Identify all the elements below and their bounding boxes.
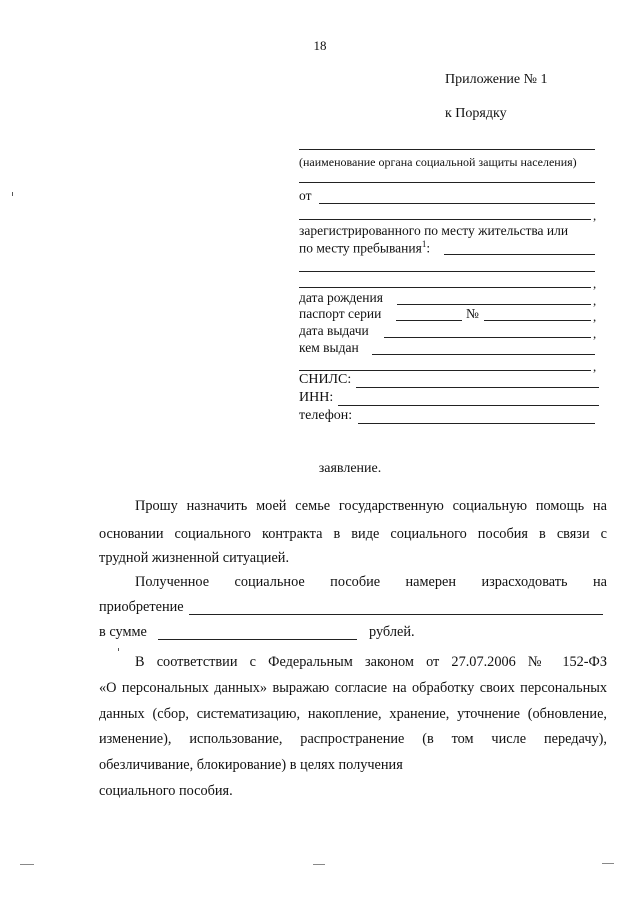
appendix-subtitle: к Порядку <box>445 106 507 121</box>
scan-mark <box>118 648 119 651</box>
paragraph-1-line-1 <box>99 498 607 515</box>
registered-field[interactable] <box>444 254 595 255</box>
issued-by-field[interactable] <box>372 354 595 355</box>
comma: , <box>593 208 597 223</box>
paragraph-1-line-3: трудной жизненной ситуацией. <box>99 550 290 566</box>
issue-date-label: дата выдачи <box>299 323 369 338</box>
passport-number-field[interactable] <box>484 320 591 321</box>
word: Полученное <box>135 574 210 590</box>
comma: , <box>593 309 597 324</box>
appendix-title: Приложение № 1 <box>445 72 548 87</box>
scan-mark <box>20 864 34 865</box>
scan-mark <box>313 864 325 865</box>
passport-number-sign: № <box>466 306 479 321</box>
registered-colon: : <box>426 240 431 256</box>
word: моей <box>256 498 287 514</box>
paragraph-3-last-line: социального пособия. <box>99 783 233 799</box>
word: социальное <box>234 574 305 590</box>
amount-field[interactable] <box>158 639 357 640</box>
amount-label: в сумме <box>99 624 147 640</box>
issue-date-field[interactable] <box>384 337 591 338</box>
word: пособие <box>330 574 381 590</box>
comma: , <box>593 359 597 374</box>
word: израсходовать <box>481 574 568 590</box>
word: на <box>592 574 607 590</box>
snils-label: СНИЛС: <box>299 372 352 387</box>
word: помощь <box>535 498 585 514</box>
word: социальную <box>452 498 528 514</box>
word: намерен <box>405 574 457 590</box>
passport-series-label: паспорт серии <box>299 306 382 321</box>
phone-field[interactable] <box>358 423 595 424</box>
comma: , <box>593 276 597 291</box>
birth-date-field[interactable] <box>397 304 591 305</box>
page-number: 18 <box>313 38 327 53</box>
comma: , <box>593 326 597 341</box>
word: назначить <box>186 498 248 514</box>
word: на <box>592 498 607 514</box>
registered-label-line1: зарегистрированного по месту жительства или <box>299 223 569 238</box>
from-field[interactable] <box>319 203 595 204</box>
org-name-line[interactable] <box>299 149 595 150</box>
word: семье <box>295 498 331 514</box>
scan-mark <box>12 192 13 196</box>
registered-label-line2 <box>299 239 430 257</box>
registered-field-3[interactable] <box>299 287 591 288</box>
scan-mark <box>602 863 614 864</box>
org-caption: (наименование органа социальной защиты населения) <box>299 155 577 169</box>
registered-text: по месту пребывания <box>299 240 422 256</box>
issued-by-label: кем выдан <box>299 340 359 355</box>
birth-date-label: дата рождения <box>299 290 383 305</box>
paragraph-3-line-1: В соответствии с Федеральным законом от 27.07.2006 № 152-ФЗ <box>135 654 607 670</box>
paragraph-3-body: «О персональных данных» выражаю согласие на обработку своих персональных данных (сбор, систематизацию, накопление, хранение, уточнение (обновление, изменение), использование, распространение (в том числе передачу), обезличивание, блокирование) в целях получения <box>99 680 607 773</box>
issued-by-field-2[interactable] <box>299 370 591 371</box>
footnote-mark: 1 <box>421 239 427 249</box>
inn-label: ИНН: <box>299 390 334 405</box>
word: государственную <box>338 498 444 514</box>
purchase-label: приобретение <box>99 599 184 615</box>
statement-title: заявление. <box>318 461 382 476</box>
phone-label: телефон: <box>299 408 353 423</box>
divider-line <box>299 182 595 183</box>
passport-series-field[interactable] <box>396 320 462 321</box>
paragraph-1-line-2: основании социального контракта в виде социального пособия в связи с <box>99 526 607 542</box>
from-field-continued[interactable] <box>299 219 591 220</box>
inn-field[interactable] <box>338 405 599 406</box>
registered-field-2[interactable] <box>299 271 595 272</box>
comma: , <box>593 293 597 308</box>
from-label: от <box>299 188 312 203</box>
snils-field[interactable] <box>356 387 599 388</box>
purchase-field[interactable] <box>189 614 603 615</box>
amount-suffix: рублей. <box>369 624 415 640</box>
paragraph-2-line-1 <box>99 574 607 591</box>
word: Прошу <box>135 498 178 514</box>
